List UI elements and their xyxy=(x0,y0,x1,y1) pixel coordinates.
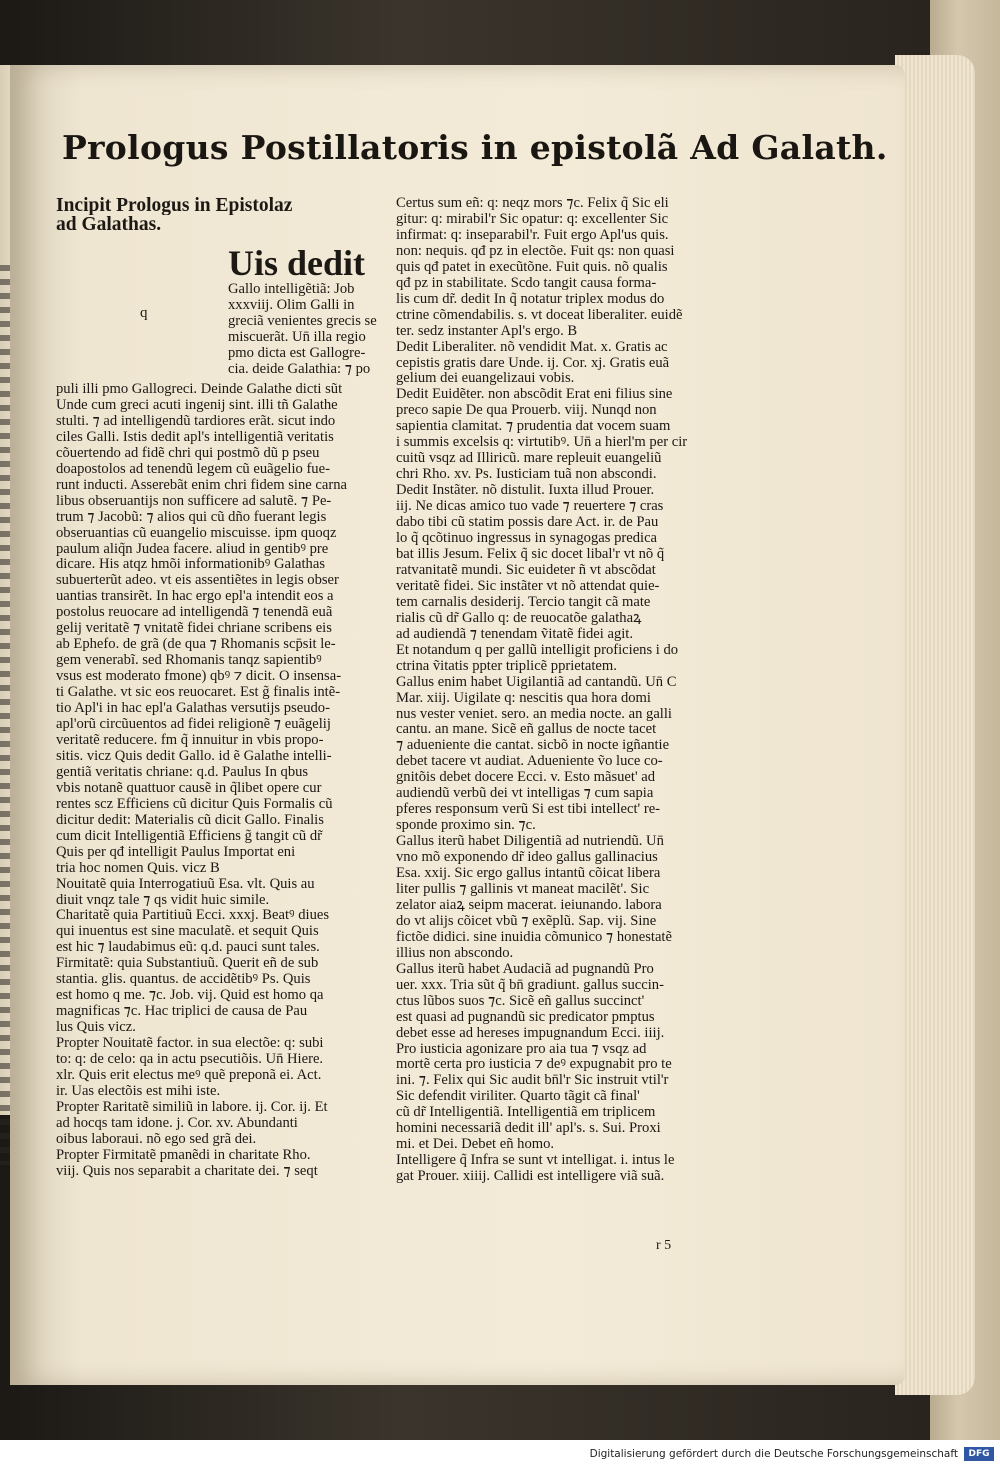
text-line: gentiã veritatis chriane: q.d. Paulus In qbus xyxy=(56,764,309,780)
text-line: sapientia clamitat. ⁊ prudentia dat vocem suam xyxy=(396,419,671,435)
text-line: pferes responsum verũ Si est tibi intellect' re- xyxy=(396,802,661,818)
text-line: Unde cum greci acuti ingenij sint. illi tñ Galathe xyxy=(56,397,338,413)
text-line: Gallus enim habet Uigilantiã ad cantandũ. Un̄ C xyxy=(396,674,677,690)
text-line: gelij veritatẽ ⁊ vnitatẽ fidei chriane scribens eis xyxy=(56,621,332,637)
text-line: qui inuentus est sine maculatẽ. et sequit Quis xyxy=(56,924,319,940)
text-line: debet tacere vt audiat. Adueniente ṽo luce co- xyxy=(396,754,663,770)
text-line: i summis excelsis q: virtutibꝰ. Un̄ a hierl'm per cir xyxy=(396,435,688,451)
text-line: to: q: de celo: qa in actu psecutiõis. Un̄ Hiere. xyxy=(56,1052,324,1068)
text-line: paulum aliq̃n Judea facere. aliud in gentibꝰ pre xyxy=(56,541,329,557)
text-line: veritatẽ reducere. fm q̃ innuitur in vbis propo- xyxy=(56,732,324,748)
text-line: est quasi ad pugnandũ sic predicator pmptus xyxy=(396,1009,655,1025)
text-line: vsus est moderato fmone) qbꝰ ⁊ dicit. O insensa- xyxy=(56,669,342,685)
text-line: Charitatẽ quia Partitiuũ Ecci. xxxj. Beatꝰ diues xyxy=(56,908,330,924)
text-line: tio Apl'i in hac epl'a Galathas versutijs pseudo- xyxy=(56,701,330,717)
text-line: vbis notanẽ quattuor causẽ in q̃libet opere cur xyxy=(56,780,322,796)
text-line: Quis per qđ intelligit Paulus Importat eni xyxy=(56,844,296,860)
text-line: Propter Nouitatẽ factor. in sua electõe: q: subi xyxy=(56,1036,324,1052)
text-line: pmo dicta est Gallogre- xyxy=(228,345,366,361)
text-line: qđ pz in stabilitate. Scdo tangit causa forma- xyxy=(396,275,657,291)
text-line: Dedit Liberaliter. nõ vendidit Mat. x. Gratis ac xyxy=(396,339,668,355)
left-column-lines xyxy=(56,382,386,1180)
text-line: uantias transirẽt. In hac ergo epl'a intendit eos a xyxy=(56,589,334,605)
text-line: stulti. ⁊ ad intelligendũ tardiores erãt. sicut indo xyxy=(56,413,336,429)
text-line: cantu. an mane. Sicẽ eñ gallus de nocte tacet xyxy=(396,722,657,738)
text-line: vno mõ exponendo dr̃ ideo gallus gallinacius xyxy=(396,850,658,866)
signature-mark: r 5 xyxy=(656,1238,672,1253)
text-line: postolus reuocare ad intelligendã ⁊ tenendã euã xyxy=(56,605,333,621)
text-line: ir. Uas electõis est mihi iste. xyxy=(56,1083,221,1099)
text-line: infirmat: q: inseparabil'r. Fuit ergo Apl'us quis. xyxy=(396,227,669,243)
text-line: uer. xxx. Tria sũt q̃ bn̄ gradiunt. gallus succin- xyxy=(396,977,664,993)
text-line: ctrina ṽitatis ppter triplicẽ pprietatem. xyxy=(396,658,617,674)
text-line: trum ⁊ Jacobũ: ⁊ alios qui cũ dño fuerant legis xyxy=(56,509,327,525)
text-line: Gallus iterũ habet Audaciã ad pugnandũ Pro xyxy=(396,961,654,977)
text-line: gelium dei euangelizaui vobis. xyxy=(396,371,575,387)
text-line: Gallus iterũ habet Diligentiã ad nutriendũ. Un̄ xyxy=(396,834,664,850)
text-line: preco sapie De qua Prouerb. viij. Nunqd non xyxy=(396,403,657,419)
text-line: subuerterũt adeo. vt eis assentiẽtes in legis obser xyxy=(56,573,339,589)
text-line: tria hoc nomen Quis. vicz B xyxy=(56,860,220,876)
text-line: ini. ⁊. Felix qui Sic audit bn̄l'r Sic instruit vtil'r xyxy=(396,1073,669,1089)
text-line: rialis cũ dr̃ Gallo q: de reuocatõe galathaꝝ xyxy=(396,610,642,626)
dfg-logo: DFG xyxy=(964,1447,994,1461)
text-line: ad audiendã ⁊ tenendam ṽitatẽ fidei agit. xyxy=(396,626,634,642)
right-column xyxy=(396,196,732,1185)
text-line: gnitõis debet docere Ecci. v. Esto mãsuet' ad xyxy=(396,770,656,786)
initial-block xyxy=(56,244,386,382)
text-line: zelator aiaꝝ seipm macerat. ieiunando. labora xyxy=(396,897,662,913)
initial-lines xyxy=(228,282,388,378)
right-column-lines xyxy=(396,196,732,1185)
text-line: Propter Raritatẽ similiũ in labore. ij. Cor. ij. Et xyxy=(56,1099,328,1115)
text-line: sponde proximo sin. ⁊c. xyxy=(396,818,536,834)
text-line: Esa. xxij. Sic ergo gallus intantũ cõicat libera xyxy=(396,866,661,882)
text-line: cõuertendo ad fidẽ chri qui postmõ dũ p pseu xyxy=(56,445,320,461)
initial-guide-letter: q xyxy=(140,305,148,321)
text-line: greciã venientes grecis se xyxy=(228,313,377,329)
text-line: quis qđ patet in execũtõne. Fuit quis. nõ qualis xyxy=(396,259,668,275)
text-line: mortẽ certa pro iusticia ⁊ deꝰ expugnabit pro te xyxy=(396,1057,672,1073)
text-line: nus vester veniet. sero. an media nocte. an galli xyxy=(396,706,672,722)
text-line: lus Quis vicz. xyxy=(56,1020,136,1036)
page-fore-edge xyxy=(895,55,975,1395)
text-line: Dedit Euidẽter. non abscõdit Erat eni filius sine xyxy=(396,387,673,403)
text-line: gitur: q: mirabil'r Sic opatur: q: excellenter Sic xyxy=(396,211,669,227)
text-line: bat illis Jesum. Felix q̃ sic docet libal'r vt nõ q̃ xyxy=(396,546,665,562)
text-line: est homo q me. ⁊c. Job. vij. Quid est homo qa xyxy=(56,988,324,1004)
text-line: cũ dr̃ Intelligentiã. Intelligentiã em triplicem xyxy=(396,1105,656,1121)
text-line: xxxviij. Olim Galli in xyxy=(228,297,355,313)
text-line: do vt alijs cõicet vbũ ⁊ exẽplũ. Sap. vij. Sine xyxy=(396,913,657,929)
text-line: non: nequis. qđ pz in electõe. Fuit qs: non quasi xyxy=(396,243,675,259)
text-line: Intelligere q̃ Infra se sunt vt intelligat. i. intus le xyxy=(396,1153,675,1169)
text-line: ctrine cõmendabilis. s. vt doceat liberaliter. euidẽ xyxy=(396,307,683,323)
text-line: veritatẽ fidei. Sic instãter vt nõ attendat quie- xyxy=(396,578,660,594)
text-line: libus obseruantijs non sufficere ad salutẽ. ⁊ Pe- xyxy=(56,493,332,509)
text-line: ctus lũbos suos ⁊c. Sicẽ eñ gallus succinct' xyxy=(396,993,645,1009)
text-line: cum dicit Intelligentiã Efficiens g̃ tangit cũ dr̃ xyxy=(56,828,322,844)
text-line: lis cum dr̃. dedit In q̃ notatur triplex modus do xyxy=(396,291,665,307)
text-line: Sic defendit viriliter. Quarto tãgit cã final' xyxy=(396,1089,640,1105)
text-line: dicare. His atqz hmõi informationibꝰ Galathas xyxy=(56,557,325,573)
text-line: iij. Ne dicas amico tuo vade ⁊ reuertere ⁊ cras xyxy=(396,499,664,515)
text-line: Et notandum q per gallũ intelligit proficiens i do xyxy=(396,642,679,658)
text-line: dabo tibi cũ statim possis dare Act. ir. de Pau xyxy=(396,515,659,531)
text-line: chri Rho. xv. Ps. Iusticiam tuã non abscondi. xyxy=(396,467,657,483)
text-line: diuit vnqz tale ⁊ qs vidit huic simile. xyxy=(56,892,270,908)
text-line: Certus sum eñ: q: neqz mors ⁊c. Felix q̃ Sic eli xyxy=(396,196,669,211)
incipit-line: ad Galathas. xyxy=(56,215,162,234)
text-line: fictõe didici. sine inuidia cõmunico ⁊ honestatẽ xyxy=(396,929,672,945)
initial-text xyxy=(228,244,388,378)
text-line: Dedit Instãter. nõ distulit. Iuxta illud Prouer. xyxy=(396,483,655,499)
text-line: Propter Firmitatẽ pmanẽdi in charitate Rho. xyxy=(56,1147,311,1163)
text-line: Pro iusticia agonizare pro aia tua ⁊ vsqz ad xyxy=(396,1041,647,1057)
text-line: ti Galathe. vt sic eos reuocaret. Est g̃ finalis intẽ- xyxy=(56,685,341,701)
text-line: ab Ephefo. de grã (de qua ⁊ Rhomanis scp̄sit le- xyxy=(56,637,336,653)
text-line: gat Prouer. xiiij. Callidi est intelligere viã suã. xyxy=(396,1169,665,1185)
text-line: gem venerabĩ. sed Rhomanis tanqz sapientibꝰ xyxy=(56,653,322,669)
text-line: stantia. glis. quantus. de accidẽtibꝰ Ps. Quis xyxy=(56,972,311,988)
text-line: oibus laboraui. nõ ego sed grã dei. xyxy=(56,1131,257,1147)
text-line: est hic ⁊ laudabimus eũ: q.d. pauci sunt tales. xyxy=(56,940,320,956)
text-line: cepistis gratis dare Unde. ij. Cor. xj. Gratis euã xyxy=(396,355,670,371)
text-line: ter. sedz instanter Apl's ergo. B xyxy=(396,323,578,339)
text-line: runt inducti. Asserebãt enim chri fidem sine carna xyxy=(56,477,347,493)
text-line: ⁊ adueniente die cantat. sicbõ in nocte igñantie xyxy=(396,738,670,754)
digitization-footer xyxy=(0,1440,1000,1469)
text-line: ratvanitatẽ mundi. Sic euideter ñ vt abscõdat xyxy=(396,562,656,578)
page-title: Prologus Postillatoris in epistolã Ad Galath. xyxy=(62,128,888,167)
text-line: cia. deide Galathia: ⁊ po xyxy=(228,361,371,377)
text-line: viij. Quis nos separabit a charitate dei. ⁊ seqt xyxy=(56,1163,318,1179)
incipit-line: Incipit Prologus in Epistolaz xyxy=(56,196,293,215)
text-line: mi. et Dei. Debet eñ homo. xyxy=(396,1137,555,1153)
decorated-initial-heading: Uis dedit xyxy=(228,243,366,283)
footer-credit-text: Digitalisierung gefördert durch die Deutsche Forschungsgemeinschaft xyxy=(589,1448,958,1460)
text-line: homini necessariã dedit ill' apl's. s. Sui. Proxi xyxy=(396,1121,661,1137)
text-line: audiendũ verbũ dei vt intelligas ⁊ cum sapia xyxy=(396,786,654,802)
left-column xyxy=(56,196,386,1180)
text-line: Mar. xiij. Uigilate q: nescitis qua hora domi xyxy=(396,690,651,706)
text-line: puli illi pmo Gallogreci. Deinde Galathe dicti sũt xyxy=(56,382,343,397)
text-line: xlr. Quis erit electus meꝰ quẽ preponã ei. Act. xyxy=(56,1067,322,1083)
text-line: dicitur dedit: Materialis cũ dicit Gallo. Finalis xyxy=(56,812,324,828)
text-line: lo q̃ qcõtinuo ingressus in synagogas predica xyxy=(396,531,658,547)
text-line: tem carnalis desiderij. Tercio tangit cã mate xyxy=(396,594,651,610)
text-line: Nouitatẽ quia Interrogatiuũ Esa. vl̃t. Quis au xyxy=(56,876,315,892)
text-line: apl'orũ circũuentos ad fidei religionẽ ⁊ euãgelij xyxy=(56,717,331,733)
text-line: miscuerãt. Un̄ illa regio xyxy=(228,329,366,345)
text-line: rentes scz Efficiens cũ dicitur Quis Formalis cũ xyxy=(56,796,333,812)
text-line: cuitũ vsqz ad Illiricũ. mare repleuit euangeliũ xyxy=(396,451,662,467)
text-line: Gallo intelligẽtiã: Job xyxy=(228,282,355,297)
text-line: obseruantias cũ euangelio miscuisse. ipm quoqz xyxy=(56,525,337,541)
text-line: liter pullis ⁊ gallinis vt maneat macilẽt'. Sic xyxy=(396,881,650,897)
text-line: doapostolos ad tenendũ legem cũ euãgelio fue- xyxy=(56,461,330,477)
text-line: ciles Galli. Istis dedit apl's intelligentiã veritatis xyxy=(56,429,334,445)
text-line: illius non abscondo. xyxy=(396,945,514,961)
text-line: magnificas ⁊c. Hac triplici de causa de Pau xyxy=(56,1004,308,1020)
text-line: Firmitatẽ: quia Substantiuũ. Querit eñ de sub xyxy=(56,956,319,972)
text-line: sitis. vicz Quis dedit Gallo. id ẽ Galathe intelli- xyxy=(56,748,332,764)
text-line: debet esse ad hereses impugnandum Ecci. iiij. xyxy=(396,1025,665,1041)
text-line: ad hocqs tam idone. j. Cor. xv. Abundanti xyxy=(56,1115,298,1131)
